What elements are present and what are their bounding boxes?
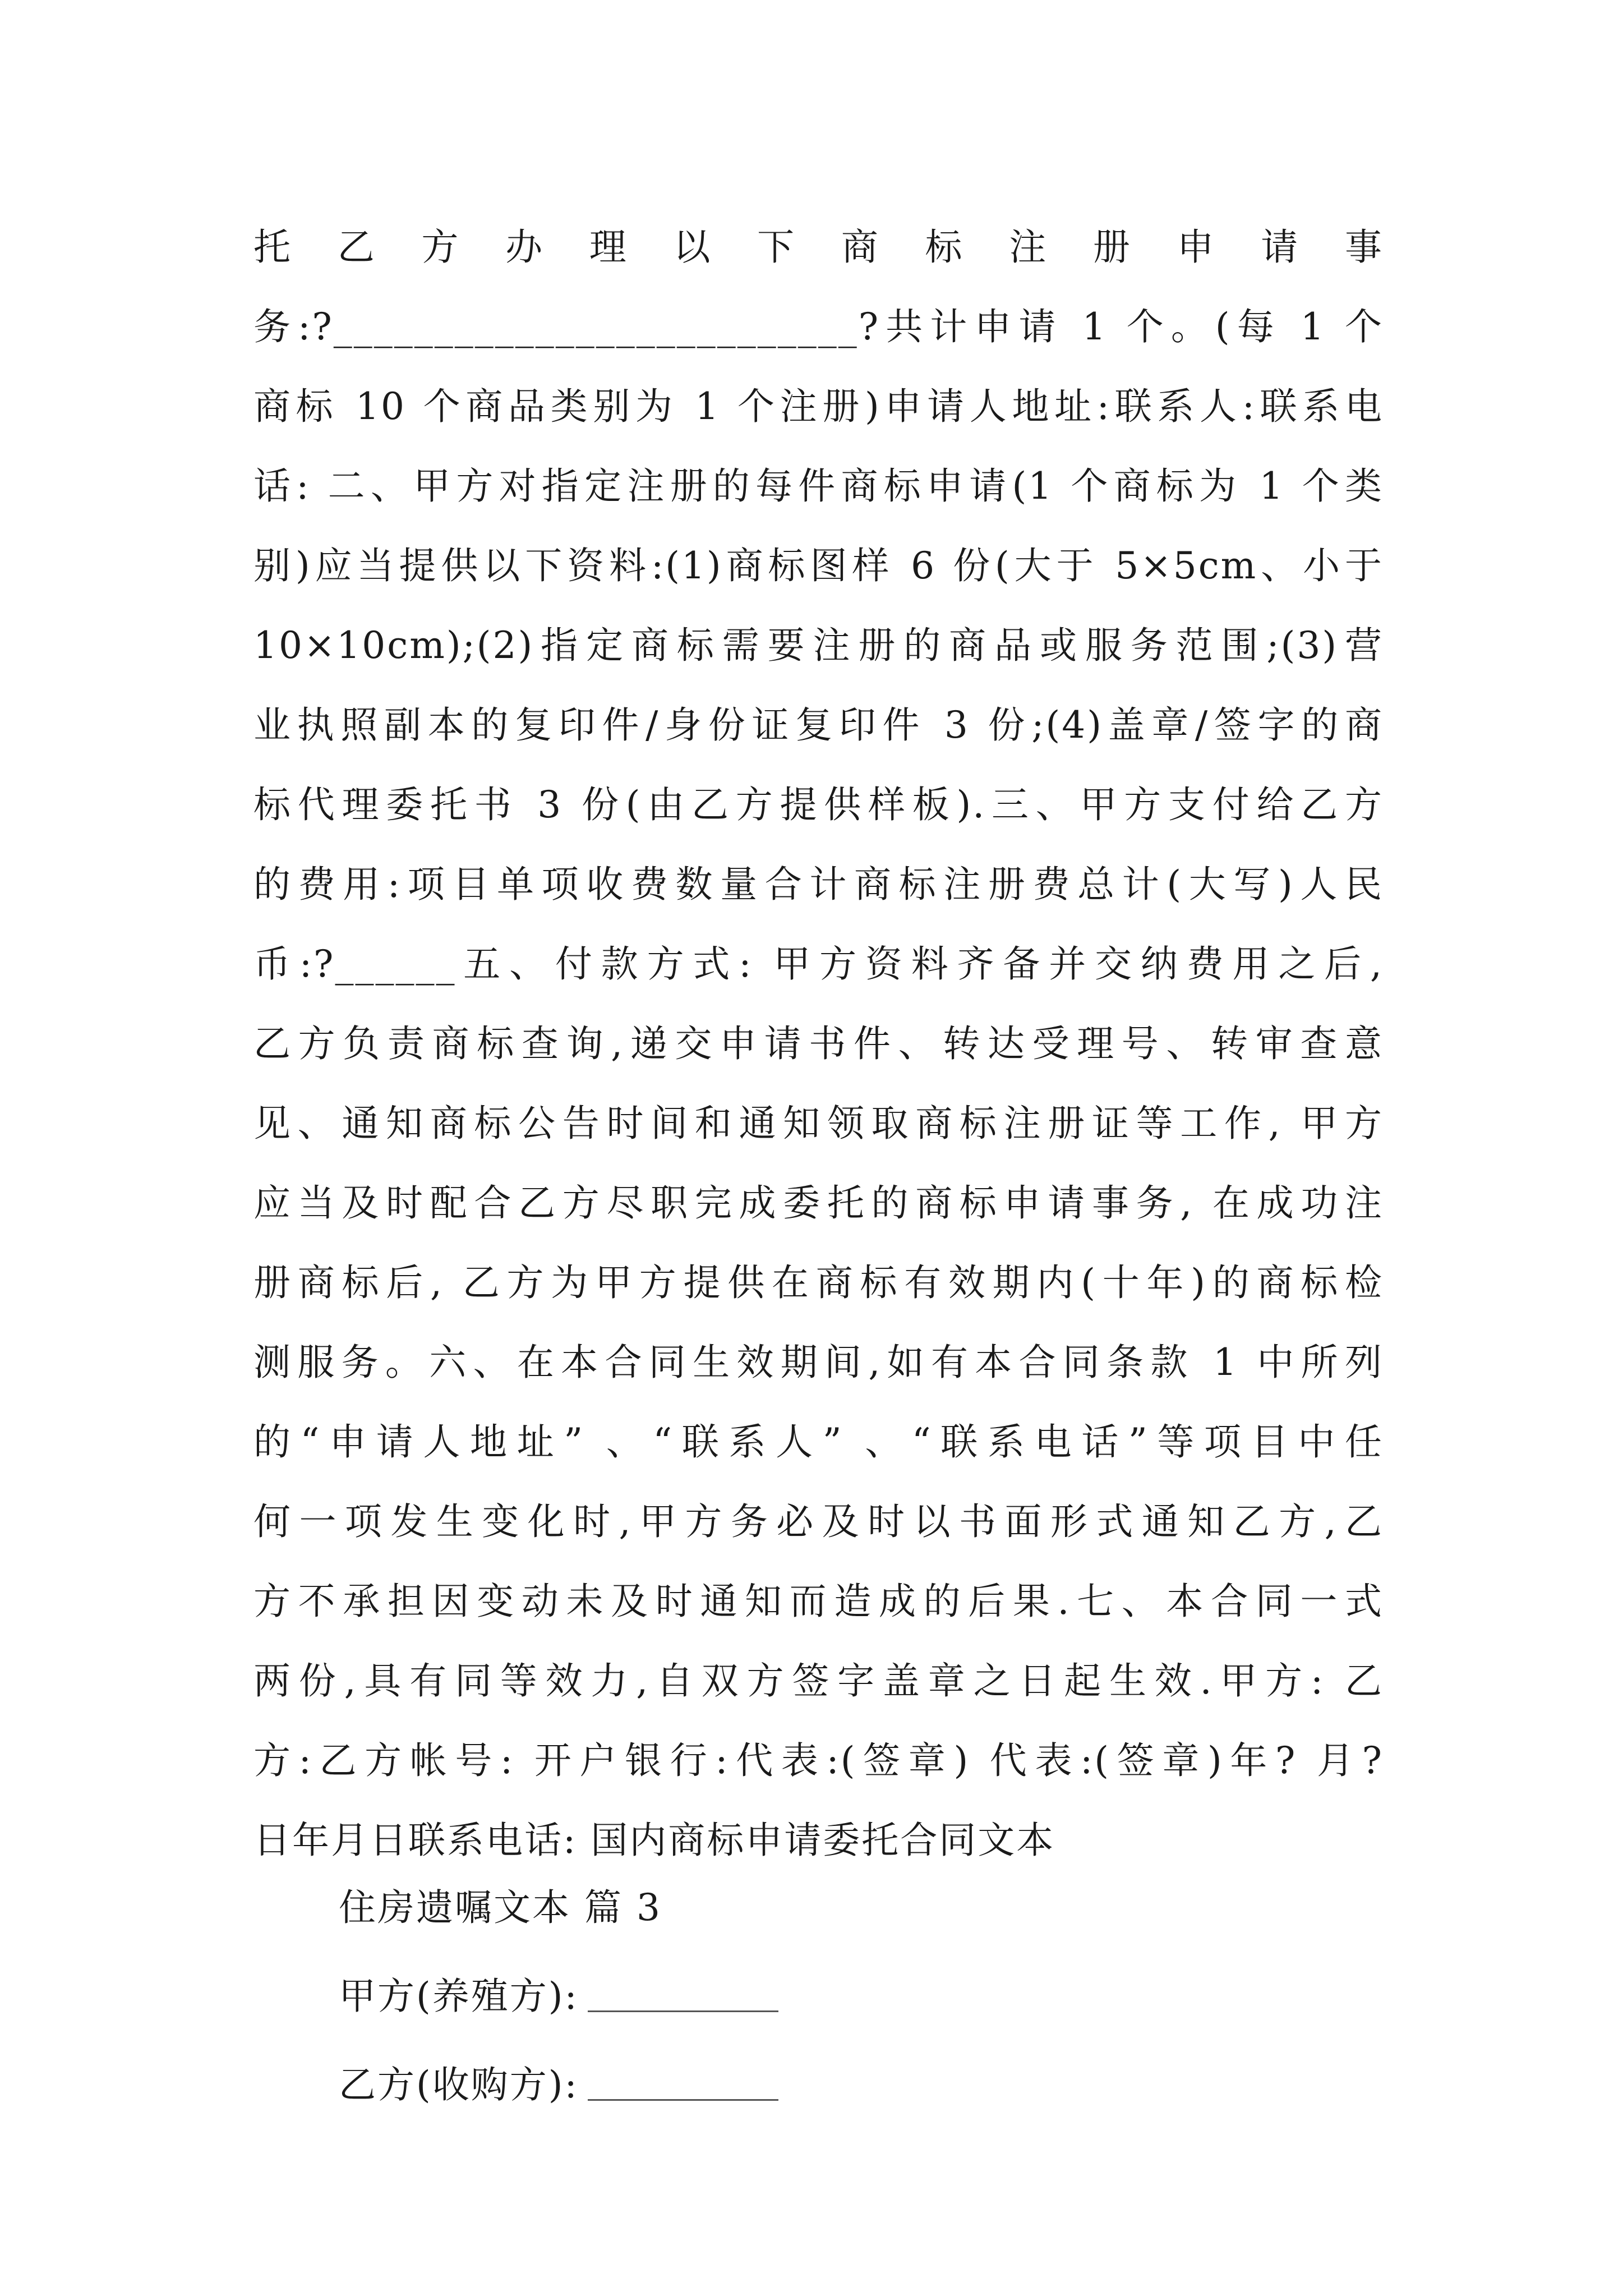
body-line: 方:乙方帐号: 开户银行:代表:(签章) 代表:(签章)年? 月? (253, 1739, 1384, 1782)
body-line: 见、通知商标公告时间和通知领取商标注册证等工作, 甲方 (253, 1102, 1384, 1145)
body-line: 册商标后, 乙方为甲方提供在商标有效期内(十年)的商标检 (253, 1261, 1384, 1304)
body-line: 两份,具有同等效力,自双方签字盖章之日起生效.甲方: 乙 (253, 1659, 1384, 1703)
body-line: 币:?______五、付款方式: 甲方资料齐备并交纳费用之后, (253, 942, 1384, 986)
party-a-label: 甲方(养殖方): (339, 1975, 579, 2018)
contract-body-text (253, 208, 1384, 1880)
body-line: 的费用:项目单项收费数量合计商标注册费总计(大写)人民 (253, 863, 1384, 906)
party-b-line (339, 2045, 1348, 2125)
party-b-blank[interactable] (588, 2065, 778, 2101)
body-line: 方不承担因变动未及时通知而造成的后果.七、本合同一式 (253, 1580, 1384, 1623)
body-line: 商标 10 个商品类别为 1 个注册)申请人地址:联系人:联系电 (253, 385, 1384, 428)
body-line: 乙方负责商标查询,递交申请书件、转达受理号、转审查意 (253, 1022, 1384, 1065)
body-line: 业执照副本的复印件/身份证复印件 3 份;(4)盖章/签字的商 (253, 703, 1384, 747)
party-a-blank[interactable] (588, 1977, 778, 2012)
body-line: 测服务。六、在本合同生效期间,如有本合同条款 1 中所列 (253, 1341, 1384, 1384)
body-line: 务:?__________________________?共计申请 1 个。(每 1 个 (253, 305, 1384, 348)
party-a-line (339, 1957, 1348, 2036)
section-heading-block (339, 1868, 1348, 1948)
body-line: 别)应当提供以下资料:(1)商标图样 6 份(大于 5×5cm、小于 (253, 544, 1384, 587)
body-line: 托 乙 方 办 理 以 下 商 标 注 册 申 请 事 (253, 226, 1384, 269)
section-title: 住房遗嘱文本 篇 3 (339, 1886, 662, 1929)
body-line: 话: 二、甲方对指定注册的每件商标申请(1 个商标为 1 个类 (253, 464, 1384, 508)
body-line: 应当及时配合乙方尽职完成委托的商标申请事务, 在成功注 (253, 1181, 1384, 1225)
body-line: 标代理委托书 3 份(由乙方提供样板).三、甲方支付给乙方 (253, 783, 1384, 826)
body-line-last: 日年月日联系电话: 国内商标申请委托合同文本 (253, 1819, 1055, 1862)
body-line: 10×10cm);(2)指定商标需要注册的商品或服务范围;(3)营 (253, 624, 1384, 667)
body-line: 何一项发生变化时,甲方务必及时以书面形式通知乙方,乙 (253, 1500, 1384, 1543)
party-b-label: 乙方(收购方): (339, 2063, 579, 2106)
body-line: 的“申请人地址” 、“联系人” 、“联系电话”等项目中任 (253, 1420, 1384, 1464)
